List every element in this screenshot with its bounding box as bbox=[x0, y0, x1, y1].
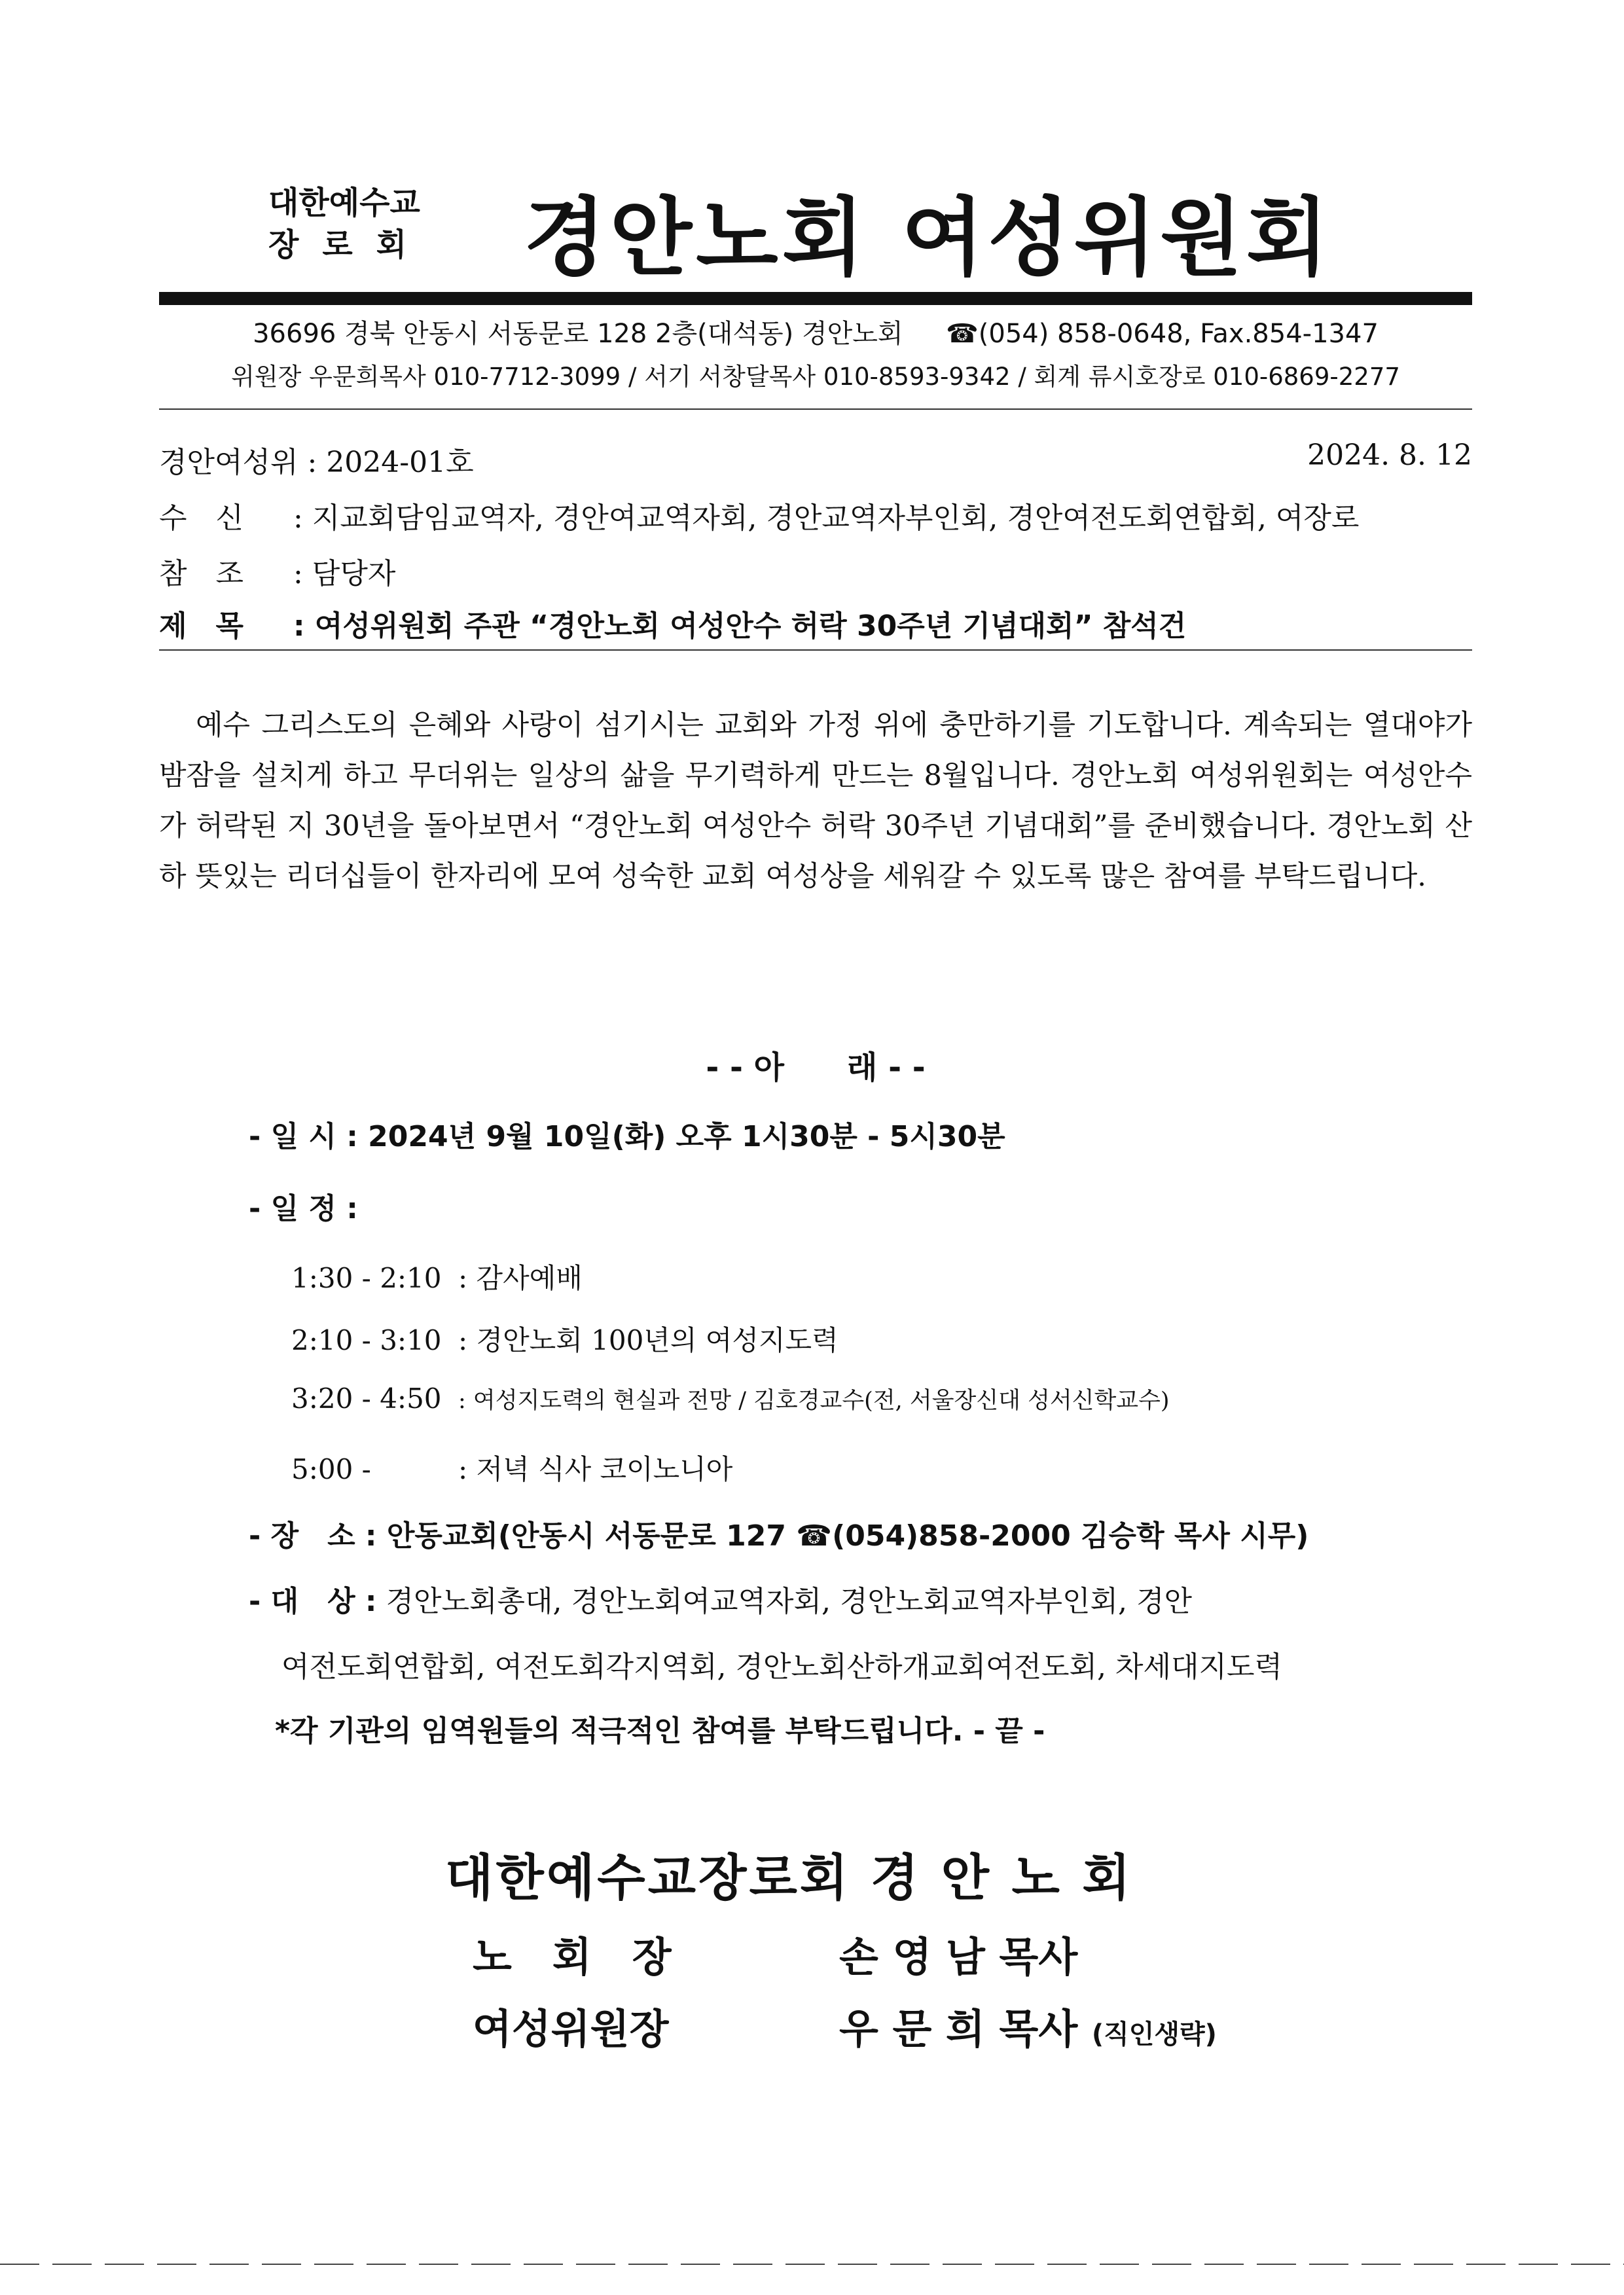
subject: : 여성위원회 주관 “경안노회 여성안수 허락 30주년 기념대회” 참석건 bbox=[293, 609, 1187, 643]
reference-row bbox=[159, 550, 1472, 592]
target-line-1: 경안노회총대, 경안노회여교역자회, 경안노회교역자부인회, 경안 bbox=[386, 1585, 1193, 1618]
schedule-time: 5:00 - bbox=[291, 1453, 371, 1485]
schedule-label: - 일 정 : bbox=[249, 1192, 358, 1225]
schedule-desc: : 경안노회 100년의 여성지도력 bbox=[458, 1324, 839, 1356]
body-paragraph: 예수 그리스도의 은혜와 사랑이 섬기시는 교회와 가정 위에 충만하기를 기도합니다. 계속되는 열대야가 밤잠을 설치게 하고 무더위는 일상의 삶을 무기력하게 만드는 8월입니다. 경안노회 여성위원회는 여성안수가 허락된 지 30년을 돌아보면서 “경안노회 여성안수 허락 30주년 기념대회”를 준비했습니다. 경안노회 산하 뜻있는 리더십들이 한자리에 모여 성숙한 교회 여성상을 세워갈 수 있도록 많은 참여를 부탁드립니다. bbox=[159, 709, 1472, 893]
presbytery-name: 손 영 남 목사 bbox=[839, 1933, 1078, 1981]
datetime-label: - 일 시 : bbox=[249, 1120, 358, 1153]
divider-subject bbox=[159, 649, 1472, 651]
divider-top bbox=[159, 408, 1472, 410]
target-row bbox=[249, 1578, 1192, 1619]
recipient-label: 수 신 bbox=[159, 501, 244, 535]
target-label: - 대 상 : bbox=[249, 1585, 377, 1618]
schedule-desc: : 여성지도력의 현실과 전망 / 김호경교수(전, 서울장신대 성서신학교수) bbox=[458, 1388, 1170, 1414]
address-line bbox=[159, 313, 1472, 350]
doc-number: 경안여성위 : 2024-01호 bbox=[159, 446, 474, 479]
target-line-2: 여전도회연합회, 여전도회각지역회, 경안노회산하개교회여전도회, 차세대지도력 bbox=[281, 1650, 1283, 1684]
doc-number-row bbox=[159, 439, 1472, 480]
closing-note: *각 기관의 임역원들의 적극적인 참여를 부탁드립니다. - 끝 - bbox=[275, 1714, 1045, 1748]
subject-row bbox=[159, 602, 1472, 644]
signature-org: 대한예수교장로회 경 안 노 회 bbox=[445, 1849, 1133, 1907]
recipient: : 지교회담임교역자, 경안여교역자회, 경안교역자부인회, 경안여전도회연합회, 여장로 bbox=[293, 501, 1360, 535]
details-heading: - - 아 래 - - bbox=[706, 1049, 926, 1086]
schedule-time: 1:30 - 2:10 bbox=[291, 1262, 442, 1294]
presbytery-title: 노 회 장 bbox=[473, 1933, 672, 1981]
datetime-row bbox=[249, 1113, 1005, 1155]
seal-note: (직인생략) bbox=[1091, 2019, 1217, 2050]
doc-date: 2024. 8. 12 bbox=[1307, 439, 1472, 472]
schedule-time: 3:20 - 4:50 bbox=[291, 1382, 442, 1415]
signature-presbytery bbox=[473, 1925, 1077, 1983]
recipient-row bbox=[159, 494, 1472, 536]
schedule-item bbox=[291, 1257, 583, 1296]
committee-chair-title: 여성위원장 bbox=[473, 2005, 669, 2053]
org-line-1: 대한예수교 bbox=[268, 185, 420, 221]
header-rule bbox=[159, 292, 1472, 305]
reference: : 담당자 bbox=[293, 557, 396, 590]
signature-committee bbox=[473, 1997, 1217, 2055]
schedule-time: 2:10 - 3:10 bbox=[291, 1324, 442, 1356]
phone-fax: ☎(054) 858-0648, Fax.854-1347 bbox=[945, 319, 1379, 349]
place-row bbox=[249, 1512, 1308, 1554]
officers-line: 위원장 우문희목사 010-7712-3099 / 서기 서창달목사 010-8593-9342 / 회계 류시호장로 010-6869-2277 bbox=[231, 363, 1400, 391]
address: 36696 경북 안동시 서동문로 128 2층(대석동) 경안노회 bbox=[253, 319, 903, 349]
reference-label: 참 조 bbox=[159, 557, 244, 590]
schedule-desc: : 저녁 식사 코이노니아 bbox=[458, 1453, 733, 1485]
schedule-desc: : 감사예배 bbox=[458, 1262, 583, 1294]
place: 안동교회(안동시 서동문로 127 ☎(054)858-2000 김승학 목사 시무) bbox=[386, 1519, 1309, 1553]
datetime: 2024년 9월 10일(화) 오후 1시30분 - 5시30분 bbox=[368, 1120, 1005, 1153]
committee-chair-name: 우 문 희 목사 bbox=[839, 2005, 1078, 2053]
committee-title: 경안노회 여성위원회 bbox=[524, 188, 1333, 287]
org-line-2: 장로회 bbox=[268, 226, 431, 263]
org-name-small bbox=[268, 182, 430, 266]
schedule-item bbox=[291, 1382, 1170, 1415]
schedule-item bbox=[291, 1448, 732, 1487]
subject-label: 제 목 bbox=[159, 609, 244, 643]
schedule-item bbox=[291, 1319, 839, 1358]
place-label: - 장 소 : bbox=[249, 1519, 377, 1553]
footer-rule bbox=[0, 2264, 1624, 2265]
